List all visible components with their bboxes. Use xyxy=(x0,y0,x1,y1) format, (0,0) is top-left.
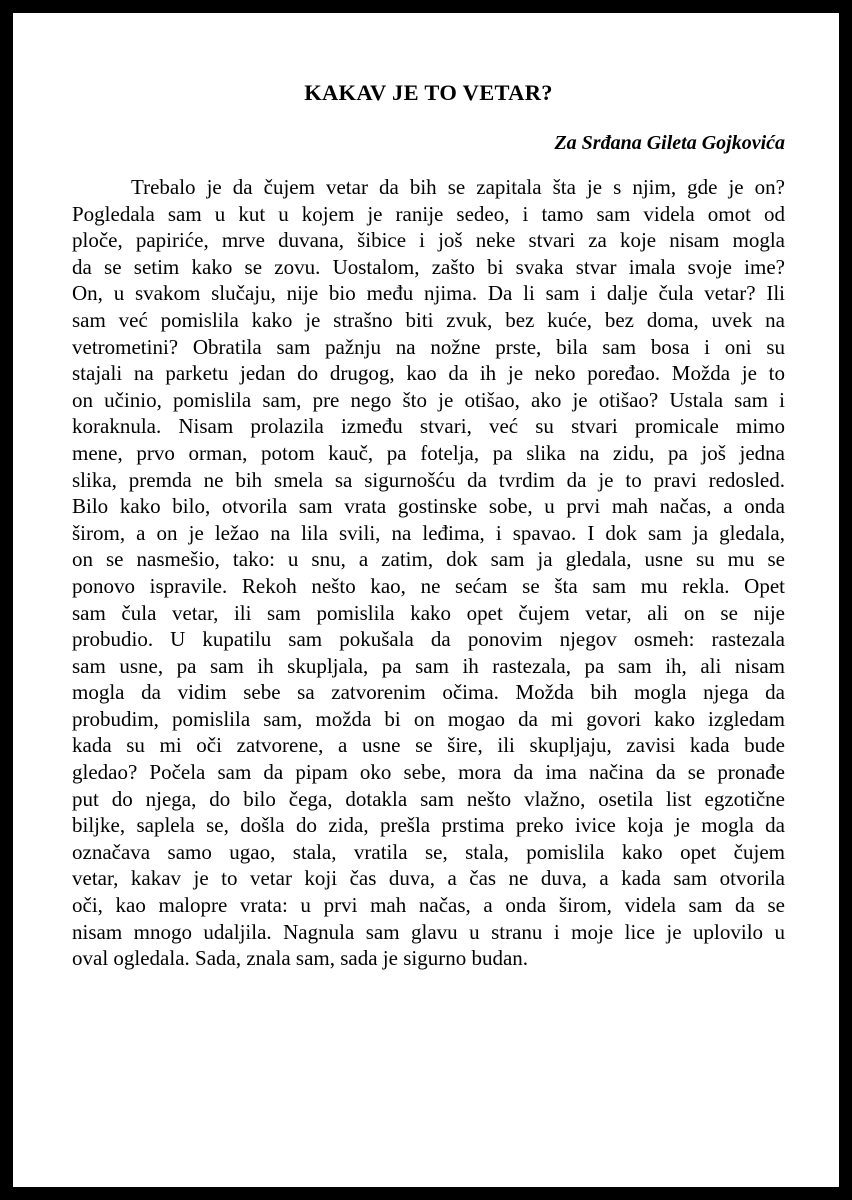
text-line: Bilo kako bilo, otvorila sam vrata gostinske sobe, u prvi mah načas, a onda xyxy=(72,494,785,519)
text-line: probudio. U kupatilu sam pokušala da ponovim njegov osmeh: rastezala xyxy=(72,627,785,652)
text-line: slika, premda ne bih smela sa sigurnošću da tvrdim da je to pravi redosled. xyxy=(72,467,785,492)
text-line: on se nasmešio, tako: u snu, a zatim, dok sam ja gledala, usne su mu se xyxy=(72,547,785,572)
text-line: da se setim kako se zovu. Uostalom, zašto bi svaka stvar imala svoje ime? xyxy=(72,254,785,279)
dedication: Za Srđana Gileta Gojkovića xyxy=(554,132,785,154)
text-line: on učinio, pomislila sam, pre nego što je otišao, ako je otišao? Ustala sam i xyxy=(72,387,785,412)
text-line: kada su mi oči zatvorene, a usne se šire, ili skupljaju, zavisi kada bude xyxy=(72,733,785,758)
text-line: probudim, pomislila sam, možda bi on mogao da mi govori kako izgledam xyxy=(72,706,785,731)
text-line: vetar, kakav je to vetar koji čas duva, a čas ne duva, a kada sam otvorila xyxy=(72,866,785,891)
text-line: ponovo ispravile. Rekoh nešto kao, ne sećam se šta sam mu rekla. Opet xyxy=(72,573,785,598)
story-paragraph xyxy=(72,174,785,972)
text-line: Trebalo je da čujem vetar da bih se zapitala šta je s njim, gde je on? xyxy=(131,175,785,199)
text-line: On, u svakom slučaju, nije bio među njima. Da li sam i dalje čula vetar? Ili xyxy=(72,281,785,306)
text-line: širom, a on je ležao na lila svili, na leđima, i spavao. I dok sam ja gledala, xyxy=(72,520,785,545)
text-line: ploče, papiriće, mrve duvana, šibice i još neke stvari za koje nisam mogla xyxy=(72,228,785,253)
text-line: gledao? Počela sam da pipam oko sebe, mora da ima načina da se pronađe xyxy=(72,760,785,785)
text-line: biljke, saplela se, došla do zida, prešla prstima preko ivice koja je mogla da xyxy=(72,813,785,838)
text-line: oval ogledala. Sada, znala sam, sada je sigurno budan. xyxy=(72,946,529,971)
text-line: nisam mnogo udaljila. Nagnula sam glavu u stranu i moje lice je uplovilo u xyxy=(72,919,785,944)
text-line: sam usne, pa sam ih skupljala, pa sam ih rastezala, pa sam ih, ali nisam xyxy=(72,653,785,678)
text-line: označava samo ugao, stala, vratila se, stala, pomislila kako opet čujem xyxy=(72,839,785,864)
text-line: sam već pomislila kako je strašno biti zvuk, bez kuće, bez doma, uvek na xyxy=(72,307,785,332)
text-line: oči, kao malopre vrata: u prvi mah načas, a onda širom, videla sam da se xyxy=(72,893,785,918)
text-line: mene, prvo orman, potom kauč, pa fotelja, pa slika na zidu, pa još jedna xyxy=(72,440,785,465)
text-line: vetrometini? Obratila sam pažnju na nožne prste, bila sam bosa i oni su xyxy=(72,334,785,359)
text-line: put do njega, do bilo čega, dotakla sam nešto vlažno, osetila list egzotične xyxy=(72,786,785,811)
text-line: Pogledala sam u kut u kojem je ranije sedeo, i tamo sam videla omot od xyxy=(72,201,785,226)
document-title: KAKAV JE TO VETAR? xyxy=(304,80,553,105)
text-line: koraknula. Nisam prolazila između stvari, već su stvari promicale mimo xyxy=(72,414,785,439)
document-page xyxy=(13,13,839,1187)
text-line: sam čula vetar, ili sam pomislila kako opet čujem vetar, ali on se nije xyxy=(72,600,785,625)
text-line: stajali na parketu jedan do drugog, kao da ih je neko poređao. Možda je to xyxy=(72,361,785,386)
text-line: mogla da vidim sebe sa zatvorenim očima. Možda bih mogla njega da xyxy=(72,680,785,705)
